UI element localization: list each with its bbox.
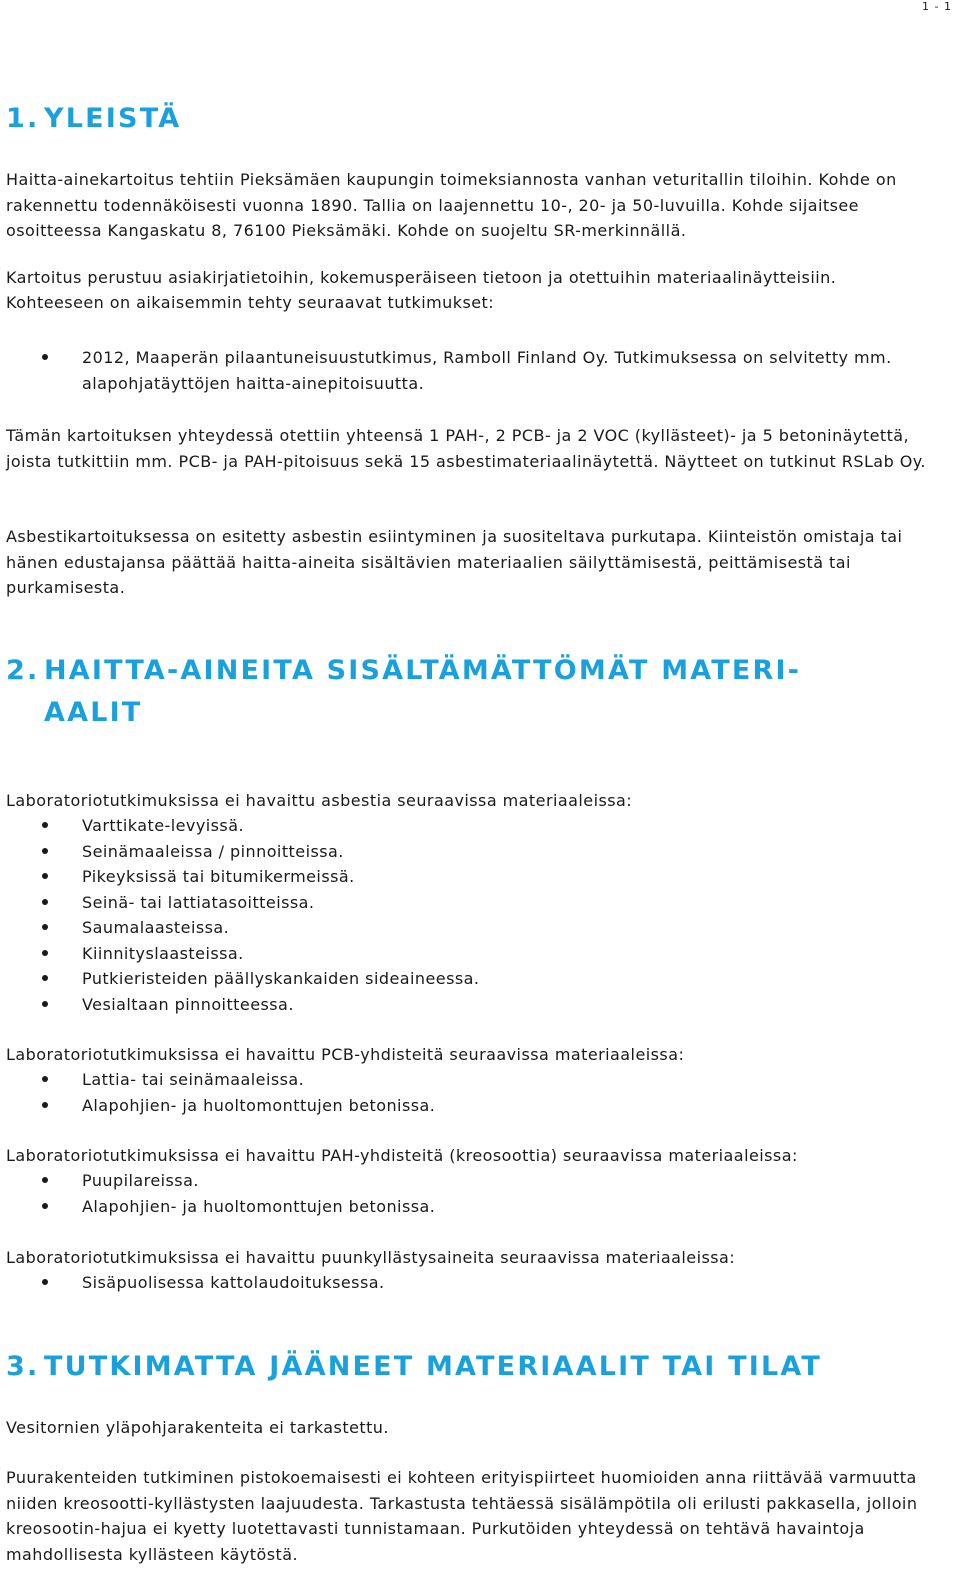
list-item: Saumalaasteissa. bbox=[6, 915, 946, 941]
previous-studies-intro: Kohteeseen on aikaisemmin tehty seuraavat tutkimukset: bbox=[6, 293, 495, 312]
section-3-number: 3. bbox=[6, 1351, 40, 1382]
pcb-free-list bbox=[6, 1067, 946, 1118]
list-item: Puupilareissa. bbox=[6, 1168, 946, 1194]
section-3-heading bbox=[6, 1346, 946, 1388]
section-1-number: 1. bbox=[6, 103, 40, 134]
pcb-group-intro: Laboratoriotutkimuksissa ei havaittu PCB-yhdisteitä seuraavissa materiaaleissa: bbox=[6, 1045, 685, 1064]
preservative-group-intro: Laboratoriotutkimuksissa ei havaittu puunkyllästysaineita seuraavissa materiaaleissa: bbox=[6, 1248, 736, 1267]
list-item: Sisäpuolisessa kattolaudoituksessa. bbox=[6, 1270, 946, 1296]
asbestos-group-intro: Laboratoriotutkimuksissa ei havaittu asbestia seuraavissa materiaaleissa: bbox=[6, 791, 633, 810]
pah-free-list bbox=[6, 1168, 946, 1219]
list-item: Lattia- tai seinämaaleissa. bbox=[6, 1067, 946, 1093]
section-1-title: YLEISTÄ bbox=[44, 103, 182, 134]
wood-structures-paragraph: Puurakenteiden tutkiminen pistokoemaisesti ei kohteen erityispiirteet huomioiden anna riittävää varmuutta niiden kreosootti-kyllästysten laajuudesta. Tarkastusta tehtäessä sisälämpötila oli erilusti pakkasella, jolloin kreosootin-hajua ei kyetty luotettavasti tunnistamaan. Purkutöiden yhteydessä on tehtävä havaintoja mahdollisesta kyllästeen käytöstä. bbox=[6, 1468, 918, 1564]
list-item: Seinä- tai lattiatasoitteissa. bbox=[6, 890, 946, 916]
preservative-free-list bbox=[6, 1270, 946, 1296]
list-item: Alapohjien- ja huoltomonttujen betonissa. bbox=[6, 1194, 946, 1220]
section-2-heading bbox=[6, 650, 946, 734]
list-item: Vesialtaan pinnoitteessa. bbox=[6, 992, 946, 1018]
section-2-number: 2. bbox=[6, 655, 40, 686]
list-item: Putkieristeiden päällyskankaiden sideaineessa. bbox=[6, 966, 946, 992]
list-item: Kiinnityslaasteissa. bbox=[6, 941, 946, 967]
asbestos-paragraph: Asbestikartoituksessa on esitetty asbestin esiintyminen ja suositeltava purkutapa. Kiinteistön omistaja tai hänen edustajansa päättää haitta-aineita sisältävien materiaalien säilyttämisestä, peittämisestä tai purkamisesta. bbox=[6, 527, 903, 597]
section-3-title: TUTKIMATTA JÄÄNEET MATERIAALIT TAI TILAT bbox=[44, 1351, 822, 1382]
page-number: 1 - 1 bbox=[922, 0, 952, 13]
list-item: Varttikate-levyissä. bbox=[6, 813, 946, 839]
list-item: Seinämaaleissa / pinnoitteissa. bbox=[6, 839, 946, 865]
basis-paragraph: Kartoitus perustuu asiakirjatietoihin, kokemusperäiseen tietoon ja otettuihin materiaalinäytteisiin. bbox=[6, 268, 837, 287]
previous-studies-list bbox=[6, 345, 946, 396]
pah-group-intro: Laboratoriotutkimuksissa ei havaittu PAH-yhdisteitä (kreosoottia) seuraavissa materiaaleissa: bbox=[6, 1146, 798, 1165]
section-2-title-line-1: HAITTA-AINEITA SISÄLTÄMÄTTÖMÄT MATERI- bbox=[44, 655, 802, 686]
asbestos-free-list bbox=[6, 813, 946, 1017]
list-item: 2012, Maaperän pilaantuneisuustutkimus, Ramboll Finland Oy. Tutkimuksessa on selvitetty mm. alapohjatäyttöjen haitta-ainepitoisuutta. bbox=[6, 345, 946, 396]
list-item: Alapohjien- ja huoltomonttujen betonissa. bbox=[6, 1093, 946, 1119]
water-tower-paragraph: Vesitornien yläpohjarakenteita ei tarkastettu. bbox=[6, 1418, 389, 1437]
list-item: Pikeyksissä tai bitumikermeissä. bbox=[6, 864, 946, 890]
section-1-heading bbox=[6, 98, 946, 140]
intro-paragraph: Haitta-ainekartoitus tehtiin Pieksämäen kaupungin toimeksiannosta vanhan veturitallin tiloihin. Kohde on rakennettu todennäköisesti vuonna 1890. Tallia on laajennettu 10-, 20- ja 50-luvuilla. Kohde sijaitsee osoitteessa Kangaskatu 8, 76100 Pieksämäki. Kohde on suojeltu SR-merkinnällä. bbox=[6, 170, 897, 240]
section-2-title-line-2: AALIT bbox=[44, 697, 143, 728]
samples-paragraph: Tämän kartoituksen yhteydessä otettiin yhteensä 1 PAH-, 2 PCB- ja 2 VOC (kyllästeet)- ja 5 betoninäytettä, joista tutkittiin mm. PCB- ja PAH-pitoisuus sekä 15 asbestimateriaalinäytettä. Näytteet on tutkinut RSLab Oy. bbox=[6, 426, 926, 471]
